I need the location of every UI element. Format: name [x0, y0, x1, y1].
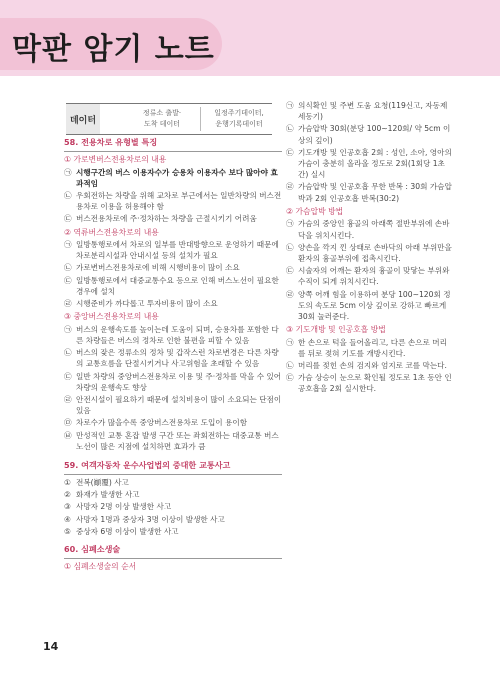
- section-60-heading: 60. 심폐소생술: [64, 543, 121, 554]
- list-item: [64, 213, 282, 224]
- list-item-marker: ㉤: [64, 418, 72, 428]
- list-item-text: 기도개방 및 인공호흡 2회 : 성인, 소아, 영아의 가슴이 충분히 올라올 정도로 2회(1회당 1초간) 실시: [298, 147, 452, 180]
- list-item-text: 우회전하는 차량을 위해 교차로 부근에서는 일반차량의 버스전용차로 이용을 허용해야 함: [76, 190, 282, 212]
- list-item-text: 가슴 상승이 눈으로 확인될 정도로 1초 동안 인공호흡을 2회 실시한다.: [298, 373, 452, 394]
- data-table: [66, 103, 272, 135]
- list-item-marker: ㉣: [64, 299, 72, 309]
- list-item-marker: ㉢: [64, 275, 72, 285]
- data-table-col2-line1: 정류소 출발·: [142, 109, 182, 117]
- section-60-sub3: ③ 기도개방 및 인공호흡 방법: [286, 325, 386, 335]
- list-item-text: 안전시설이 필요하기 때문에 설치비용이 많이 소요되는 단점이 있음: [76, 394, 282, 416]
- data-table-label: 데이터: [66, 104, 100, 134]
- list-item-text: 가슴압박 30회(분당 100~120회/ 약 5cm 이상의 깊이): [298, 124, 451, 145]
- list-item-marker: ㉣: [286, 289, 294, 299]
- list-item-marker: ㉡: [64, 190, 72, 200]
- list-item-text: 가로변버스전용차로에 비해 시행비용이 많이 소요: [76, 263, 240, 273]
- list-item-marker: ②: [64, 490, 71, 500]
- section-59-rule: [64, 474, 282, 475]
- list-item-text: 사망자 1명과 중상자 3명 이상이 발생한 사고: [76, 514, 225, 524]
- list-item-marker: ㉡: [64, 263, 72, 273]
- list-item-text: 가슴압박 및 인공호흡 무한 반복 : 30회 가슴압박과 2회 인공호흡 반복(30:2): [298, 182, 452, 203]
- list-item: [64, 324, 282, 346]
- section-60-sub2: ② 가슴압박 방법: [286, 206, 344, 216]
- list-item: [64, 514, 282, 525]
- data-table-col3: [206, 108, 272, 130]
- list-item-text: 양쪽 어깨 힘을 이용하여 분당 100~120회 정도의 속도로 5cm 이상 깊이로 강하고 빠르게 30회 눌러준다.: [298, 289, 451, 321]
- list-item-marker: ㉢: [64, 371, 72, 381]
- list-item: [286, 218, 452, 240]
- section-58-rule: [64, 151, 282, 152]
- airway-list: [286, 337, 452, 395]
- list-item-text: 차로수가 많을수록 중앙버스전용차로 도입이 용이함: [76, 418, 248, 428]
- list-item-marker: ㉣: [64, 394, 72, 404]
- list-item: [64, 489, 282, 500]
- section-59-list: [64, 477, 282, 537]
- list-item: [64, 190, 282, 212]
- list-item-marker: ㉠: [286, 337, 294, 347]
- list-item: [286, 337, 452, 359]
- list-item-text: 양손을 깍지 낀 상태로 손바닥의 아래 부위만을 환자의 흉골부위에 접촉시킨다.: [298, 242, 452, 263]
- data-table-col2: [126, 108, 198, 130]
- list-item: [64, 298, 282, 309]
- list-item-text: 버스전용차로에 주·정차하는 차량을 근절시키기 어려움: [76, 214, 257, 224]
- section-58-sub3: ③ 중앙버스전용차로의 내용: [64, 312, 159, 322]
- list-item: [286, 181, 452, 203]
- list-item-text: 시술자의 어깨는 환자의 흉골이 맞닿는 부위와 수직이 되게 위치시킨다.: [298, 266, 450, 287]
- list-item: [64, 430, 282, 452]
- list-item-text: 가슴의 중앙인 흉골의 아래쪽 절반부위에 손바닥을 위치시킨다.: [298, 219, 450, 240]
- list-item: [286, 372, 452, 394]
- list-item-marker: ③: [64, 502, 71, 512]
- list-item: [286, 289, 452, 323]
- list-item-text: 일반 차량의 중앙버스전용차로 이용 및 주·정차를 막을 수 있어 차량의 운행속도 향상: [76, 371, 282, 392]
- page-number: 14: [43, 640, 59, 653]
- list-item-marker: ㉠: [64, 167, 72, 177]
- section-59-heading: 59. 여객자동차 운수사업법의 중대한 교통사고: [64, 459, 231, 470]
- list-item-text: 일방통행로에서 대중교통수요 등으로 인해 버스노선이 필요한 경우에 설치: [76, 275, 279, 296]
- section-60-sub1: ① 심폐소생술의 순서: [64, 561, 137, 571]
- compression-list: [286, 218, 452, 322]
- list-item: [64, 275, 282, 297]
- list-item-marker: ㉢: [286, 266, 294, 276]
- list-item-marker: ㉡: [286, 124, 294, 134]
- cpr-steps-list: [286, 100, 452, 204]
- section-60-rule: [64, 558, 282, 559]
- list-item-marker: ⑤: [64, 526, 71, 536]
- list-item: [64, 501, 282, 512]
- list-item-marker: ㉢: [286, 147, 294, 157]
- list-item: [64, 371, 282, 393]
- list-item-marker: ㉥: [64, 430, 72, 440]
- list-item-marker: ㉠: [286, 101, 294, 110]
- left-column: [64, 136, 282, 573]
- list-item-text: 머리를 젖힌 손의 검지와 엄지로 코를 막는다.: [298, 361, 447, 371]
- list-item-marker: ㉡: [286, 361, 294, 371]
- data-table-divider: [200, 107, 201, 131]
- section-58-sub1-list: [64, 167, 282, 225]
- list-item-marker: ㉢: [64, 214, 72, 224]
- list-item-text: 중상자 6명 이상이 발생한 사고: [76, 526, 179, 536]
- list-item-text: 만성적인 교통 혼잡 발생 구간 또는 좌회전하는 대중교통 버스노선이 많은 지점에 설치하면 효과가 큼: [76, 430, 279, 451]
- list-item: [64, 417, 282, 428]
- list-item-marker: ㉠: [64, 240, 72, 250]
- data-table-col3-line2: 운행기록데이터: [215, 120, 263, 128]
- data-table-col3-line1: 일정주기데이터,: [214, 109, 264, 117]
- list-item-text: 한 손으로 턱을 들어올리고, 다른 손으로 머리를 뒤로 젖혀 기도를 개방시킨다.: [298, 337, 447, 358]
- list-item: [286, 100, 452, 122]
- list-item-text: 전복(顚覆) 사고: [76, 477, 129, 487]
- list-item-text: 버스의 잦은 정류소의 정차 및 갑작스런 차로변경은 다른 차량의 교통흐름을 단절시키거나 사고위험을 초래할 수 있음: [76, 348, 279, 369]
- list-item-marker: ㉢: [286, 373, 294, 383]
- list-item-text: 의식확인 및 주변 도움 요청(119신고, 자동제세동기): [298, 101, 448, 122]
- section-58-sub1: ① 가로변버스전용차로의 내용: [64, 155, 167, 164]
- list-item-text: 일방통행로에서 차로의 일부를 반대방향으로 운영하기 때문에 차로분리시설과 안내시설 등의 설치가 필요: [76, 240, 279, 261]
- list-item-text: 화재가 발생한 사고: [76, 490, 140, 500]
- list-item: [64, 239, 282, 261]
- list-item-marker: ㉡: [64, 348, 72, 358]
- page-title: 막판 암기 노트: [12, 32, 215, 67]
- section-58-heading: 58. 전용차로 유형별 특징: [64, 137, 158, 147]
- list-item: [64, 347, 282, 369]
- section-58-sub2-list: [64, 239, 282, 309]
- list-item-text: 시행구간의 버스 이용자수가 승용차 이용자수 보다 많아야 효과적임: [76, 167, 278, 188]
- list-item-text: 버스의 운행속도를 높이는데 도움이 되며, 승용차를 포함한 다른 차량들은 버스의 정차로 인한 불편을 피할 수 있음: [76, 324, 279, 345]
- list-item-text: 사망자 2명 이상 발생한 사고: [76, 502, 172, 512]
- list-item: [286, 147, 452, 181]
- list-item: [64, 477, 282, 488]
- right-column: [286, 100, 452, 396]
- list-item: [286, 123, 452, 145]
- list-item: [64, 526, 282, 537]
- list-item: [286, 265, 452, 287]
- list-item-marker: ㉡: [286, 242, 294, 252]
- list-item-marker: ①: [64, 477, 71, 487]
- section-58-sub3-list: [64, 324, 282, 452]
- list-item: [286, 360, 452, 371]
- list-item-marker: ㉣: [286, 182, 294, 192]
- list-item-marker: ㉠: [64, 324, 72, 334]
- list-item-marker: ④: [64, 514, 71, 524]
- section-58-sub2: ② 역류버스전용차로의 내용: [64, 227, 159, 237]
- data-table-col2-line2: 도착 데이터: [143, 120, 181, 128]
- list-item-marker: ㉠: [286, 219, 294, 229]
- list-item: [64, 262, 282, 273]
- list-item: [64, 167, 282, 189]
- list-item: [64, 394, 282, 416]
- list-item-text: 시행준비가 까다롭고 투자비용이 많이 소요: [76, 299, 218, 309]
- list-item: [286, 242, 452, 264]
